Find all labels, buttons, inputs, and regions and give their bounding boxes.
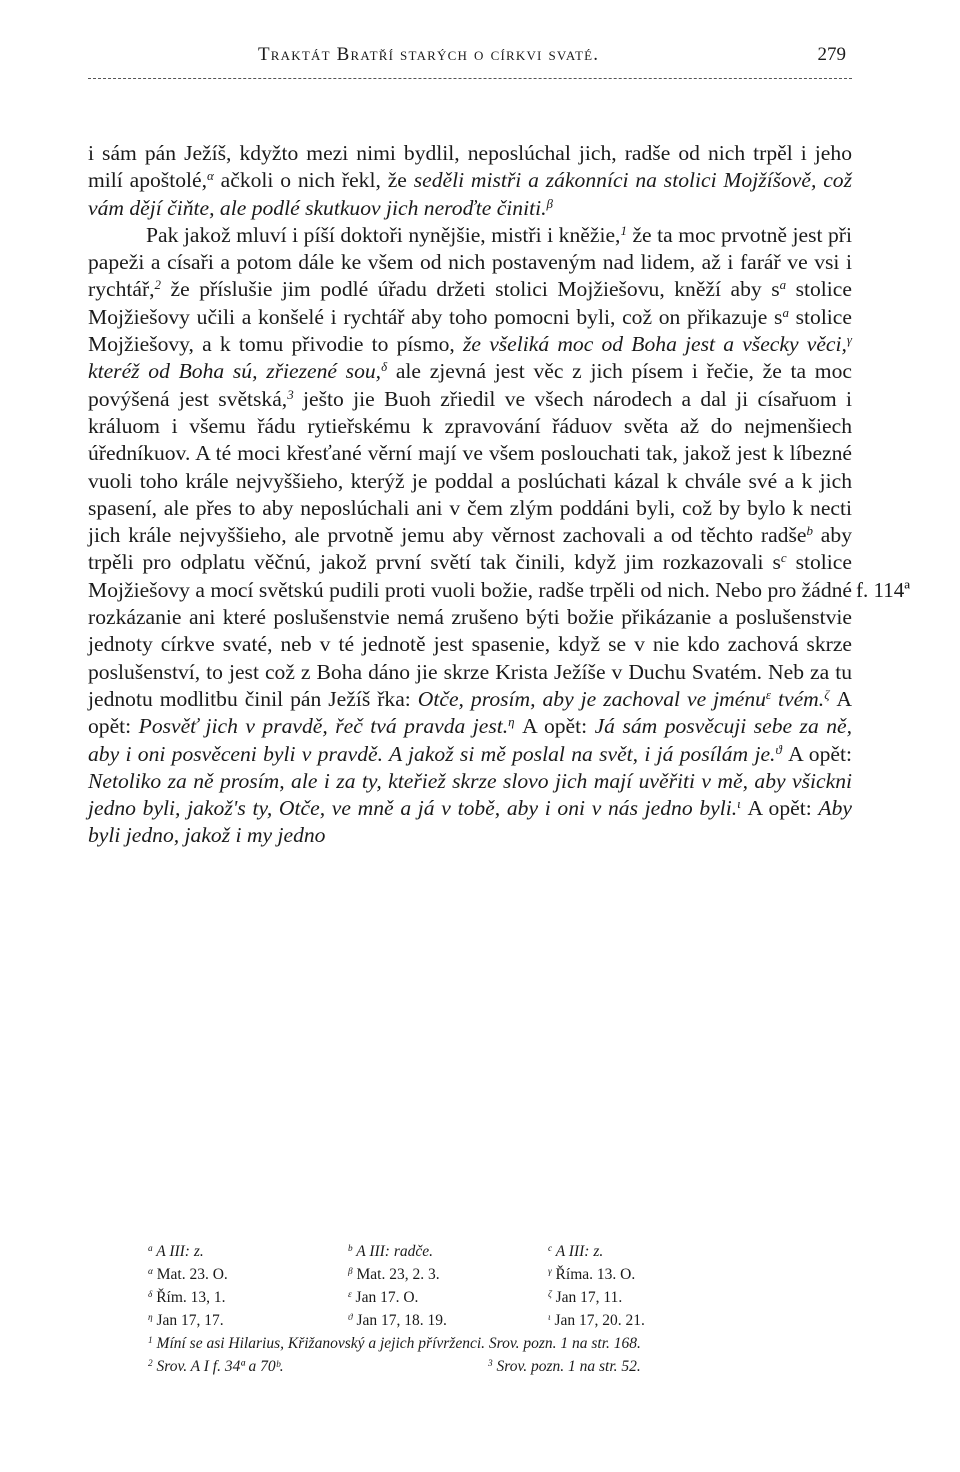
variant-note — [548, 1309, 748, 1332]
variant-mark: ε — [348, 1289, 352, 1300]
italic-quote: Posvěť jich v pravdě, řeč tvá pravda jest. — [138, 714, 509, 739]
variant-mark: a — [148, 1243, 153, 1254]
note-reference: c — [780, 550, 787, 566]
note-reference: β — [546, 195, 553, 211]
variant-mark: β — [348, 1266, 353, 1277]
variant-text: Jan 17. O. — [351, 1289, 419, 1306]
variant-mark: η — [148, 1312, 153, 1323]
page-header — [88, 44, 852, 72]
variant-mark: α — [148, 1266, 153, 1277]
header-rule — [88, 78, 852, 79]
italic-quote: Aby byli jedno, jakož i my jedno — [88, 796, 852, 848]
note-reference: ζ — [824, 686, 830, 702]
variant-row — [148, 1286, 852, 1309]
variant-row — [148, 1263, 852, 1286]
variant-text: A III: z. — [152, 1243, 204, 1260]
variant-note — [348, 1263, 548, 1286]
note-reference: δ — [381, 359, 388, 375]
variant-note — [548, 1286, 748, 1309]
note-reference: a — [782, 304, 789, 320]
text-run: i sám pán Ježíš, kdyžto mezi nimi bydlil, neposlúchal jich, radše od nich trpěl i jeho milí apoštolé, — [88, 141, 852, 193]
variant-mark: b — [348, 1243, 353, 1254]
variant-text: Mat. 23, 2. 3. — [352, 1266, 440, 1283]
text-run: Pak jakož mluví i píší doktoři nynějšie, mistři i kněžie, — [146, 222, 621, 247]
variant-text: Jan 17, 11. — [551, 1289, 623, 1306]
text-run: stolice Mojžiešovy a mocí světskú pudili proti vuoli božie, radše trpěli od nich. Nebo pro žádné rozkázanie ani které poslušenstvie nemá zrušeno býti božie přikázanie a poslušenstvie jednoty církve svaté, neb v té jednotě jest spasenie, když se v nie kdo zachová skrze poslušenství, to jest což z Boha dáno jie skrze Krista Ježíše v Duchu Svatém. Neb za tu jednotu modlitbu činil pán Ježíš řka: — [88, 550, 853, 711]
variant-note — [148, 1286, 348, 1309]
note-reference: α — [207, 168, 214, 184]
variant-mark: c — [548, 1243, 553, 1254]
text-run: ale zjevná jest věc z jich písem i řečie, že ta moc povýšená jest světská, — [88, 359, 852, 411]
text-run: A opět: — [740, 796, 819, 821]
footnote-3 — [488, 1355, 641, 1378]
variant-mark: ι — [548, 1312, 551, 1323]
text-run: aby trpěli pro odplatu věčnú, jakož první světí tak činili, když jim rozkazovali s — [88, 523, 852, 575]
variant-note — [548, 1263, 748, 1286]
variant-note — [148, 1309, 348, 1332]
footnote-1-text: Míní se asi Hilarius, Křižanovský a jejich přívrženci. Srov. pozn. 1 na str. 168. — [156, 1335, 641, 1352]
italic-quote: Netoliko za ně prosím, ale i za ty, kteřiež skrze slovo jich mají uvěřiti v mě, aby všickni jedno byli, jakož's ty, Otče, ve mně a já v tobě, aby i oni v nás jedno byli. — [88, 768, 852, 821]
variant-note — [348, 1286, 548, 1309]
variant-row — [148, 1309, 852, 1332]
note-reference: 2 — [154, 277, 162, 293]
variant-note — [348, 1240, 548, 1263]
footnote-2-text: Srov. A I f. 34ª a 70ᵇ. — [156, 1358, 284, 1375]
variant-text: A III: radče. — [352, 1243, 434, 1260]
text-run: A opět: — [88, 686, 853, 739]
running-title: Traktát Bratří starých o církvi svaté. — [258, 44, 600, 65]
italic-quote: Otče, prosím, aby je zachoval ve jménu — [417, 686, 766, 711]
variant-note — [148, 1263, 348, 1286]
text-run: že příslušie jim podlé úřadu držeti stolici Mojžiešovu, kněží aby s — [161, 277, 780, 302]
italic-quote: že všeliká moc od Boha jest a všecky věci, — [463, 332, 847, 357]
apparatus — [88, 1240, 852, 1378]
note-reference: ι — [737, 796, 741, 811]
variant-note — [548, 1240, 748, 1263]
variant-text: Jan 17, 17. — [152, 1312, 224, 1329]
note-reference: b — [806, 523, 813, 539]
footnote-1 — [88, 1332, 852, 1355]
footnote-3-text: Srov. pozn. 1 na str. 52. — [496, 1358, 641, 1375]
variant-mark: δ — [148, 1289, 153, 1300]
note-reference: η — [508, 714, 515, 730]
italic-quote: Já sám posvěcuji sebe za ně, aby i oni posvěceni byli v pravdě. A jakož si mě poslal na svět, i já posílám je. — [88, 714, 852, 766]
note-reference: 1 — [620, 222, 627, 238]
note-reference: 3 — [287, 386, 294, 402]
note-reference: ϑ — [775, 741, 782, 757]
variant-note — [348, 1309, 548, 1332]
footnote-3-mark: 3 — [488, 1358, 493, 1369]
text-run: ačkoli o nich řekl, že — [213, 168, 414, 193]
variant-text: Říma. 13. O. — [551, 1266, 636, 1283]
variant-text: Řím. 13, 1. — [152, 1289, 226, 1306]
variant-text: Mat. 23. O. — [152, 1266, 228, 1283]
variant-mark: ζ — [548, 1289, 552, 1300]
variant-text: A III: z. — [552, 1243, 604, 1260]
paragraph-2 — [88, 222, 852, 850]
variant-text: Jan 17, 18. 19. — [352, 1312, 447, 1329]
footnote-2-mark: 2 — [148, 1358, 153, 1369]
variant-apparatus — [88, 1240, 852, 1332]
footnotes-2-3 — [148, 1355, 852, 1378]
footnote-2 — [148, 1355, 488, 1378]
variant-row — [148, 1240, 852, 1263]
text-run: že ta moc prvotně jest při papeži a císaři a potom dále ke všem od nich postaveným nad lidem, až i farář ve vsi i rychtář, — [88, 222, 852, 302]
text-run: A opět: — [781, 741, 852, 766]
variant-text: Jan 17, 20. 21. — [550, 1312, 645, 1329]
note-reference: γ — [846, 331, 852, 347]
note-reference: ε — [765, 686, 772, 702]
variant-mark: γ — [548, 1266, 552, 1277]
text-run: stolice Mojžiešovy učili a konšelé i rychtář aby toho pomocni byli, což on přikazuje s — [88, 277, 852, 329]
main-text — [88, 140, 852, 850]
footnote-1-mark: 1 — [148, 1335, 153, 1346]
variant-note — [148, 1240, 348, 1263]
italic-quote: tvém. — [771, 686, 825, 711]
note-reference: a — [779, 277, 787, 293]
italic-quote: seděli mistři a zákonníci na stolici Mojžíšově, což vám dějí čiňte, ale podlé skutkuov jich neroďte činiti. — [88, 168, 852, 220]
variant-mark: ϑ — [348, 1312, 353, 1323]
page-number: 279 — [817, 44, 846, 65]
paragraph-1 — [88, 140, 852, 222]
text-run: stolice Mojžiešovy, a k tomu přivodie to písmo, — [88, 304, 852, 357]
italic-quote: kteréž od Boha sú, zřiezené sou, — [88, 359, 382, 384]
text-run: ješto jie Buoh zřiedil ve všech národech a dal ji císařuom i králuom i všemu řádu rytieřskému k zpravování řáduov světa až do nejmenšiech úředníkuov. A té moci křesťané věrní mají ve všem poslouchati tak, jakož jest k líbezné vuoli toho krále nejvyššieho, kterýž je poddal a poslúchati kázal k chvále své a k jich spasení, ale přes to aby neposlúchali ani v čem zlým poddáni byli, což by bylo k necti jich krále nejvyššieho, ale prvotně jemu aby věrnost zachovali a od těchto radše — [88, 386, 853, 548]
folio-margin-note: f. 114ª — [856, 578, 911, 602]
text-run: A opět: — [514, 714, 595, 739]
